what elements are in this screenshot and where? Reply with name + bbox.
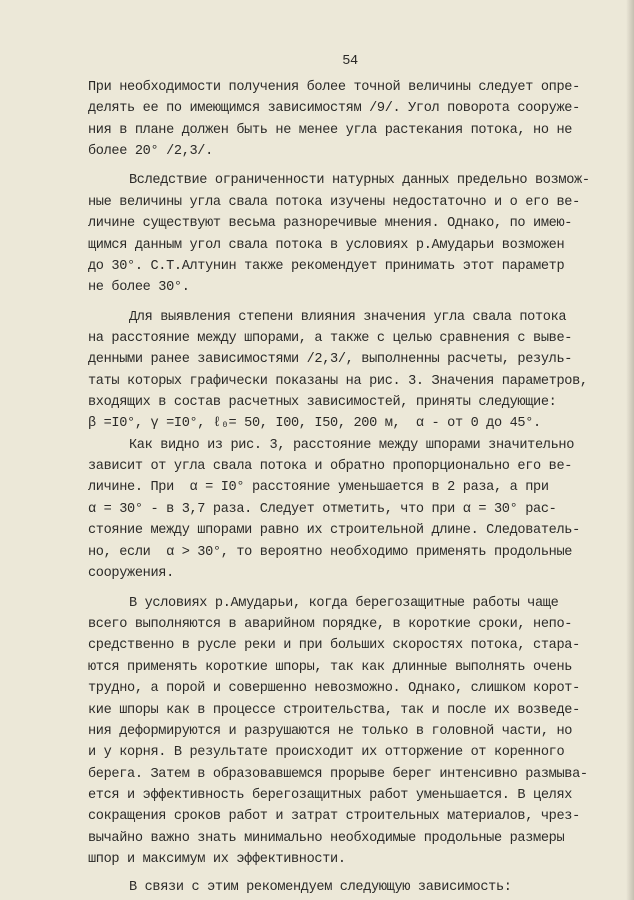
text-line: кие шпоры как в процессе строительства, так и после их возведе- [88,703,580,718]
text-line: α = 30° - в 3,7 раза. Следует отметить, что при α = 30° рас- [88,502,557,517]
text-line: всего выполняются в аварийном порядке, в короткие сроки, непо- [88,617,573,632]
text-line: β =I0°, γ =I0°, ℓ₀= 50, I00, I50, 200 м, α - от 0 до 45°. [88,416,541,431]
page-number: 54 [342,54,358,69]
text-line: берега. Затем в образовавшемся прорыве берег интенсивно размыва- [88,767,588,782]
text-line: Вследствие ограниченности натурных данных предельно возмож- [129,173,590,188]
text-line: ния деформируются и разрушаются не только в головной части, но [88,724,573,739]
text-line: на расстояние между шпорами, а также с целью сравнения с выве- [88,331,573,346]
text-line: сооружения. [88,566,174,581]
text-line: ния в плане должен быть не менее угла растекания потока, но не [88,123,573,138]
text-line: до 30°. С.Т.Алтунин также рекомендует принимать этот параметр [88,259,565,274]
text-line: таты которых графически показаны на рис. 3. Значения параметров, [88,374,588,389]
page-edge-shadow [626,0,634,900]
text-line: личине. При α = I0° расстояние уменьшается в 2 раза, а при [88,480,549,495]
text-line: зависит от угла свала потока и обратно пропорционально его ве- [88,459,573,474]
text-line: ные величины угла свала потока изучены недостаточно и о его ве- [88,195,580,210]
text-line: личине существуют весьма разноречивые мнения. Однако, по имею- [88,216,573,231]
text-line: При необходимости получения более точной величины следует опре- [88,80,580,95]
text-line: денными ранее зависимостями /2,3/, выполненны расчеты, резуль- [88,352,573,367]
text-line: шпор и максимум их эффективности. [88,852,346,867]
text-line: входящих в состав расчетных зависимостей, приняты следующие: [88,395,557,410]
text-line: ются применять короткие шпоры, так как длинные выполнять очень [88,660,573,675]
text-line: но, если α > 30°, то вероятно необходимо применять продольные [88,545,573,560]
text-line: трудно, а порой и совершенно невозможно. Однако, слишком корот- [88,681,580,696]
text-line: средственно в русле реки и при больших скоростях потока, стара- [88,638,580,653]
text-line: щимся данным угол свала потока в условиях р.Амударьи возможен [88,238,565,253]
text-line: Для выявления степени влияния значения угла свала потока [129,310,567,325]
text-line: вычайно важно знать минимально необходимые продольные размеры [88,831,565,846]
text-line: ется и эффективность берегозащитных работ уменьшается. В целях [88,788,573,803]
text-line: сокращения сроков работ и затрат строительных материалов, чрез- [88,809,580,824]
text-line: не более 30°. [88,280,190,295]
text-line: В связи с этим рекомендуем следующую зависимость: [129,880,512,895]
text-line: В условиях р.Амударьи, когда берегозащитные работы чаще [129,596,559,611]
text-line: более 20° /2,3/. [88,144,213,159]
text-line: делять ее по имеющимся зависимостям /9/. Угол поворота сооруже- [88,101,580,116]
text-line: Как видно из рис. 3, расстояние между шпорами значительно [129,438,575,453]
text-line: стояние между шпорами равно их строительной длине. Следователь- [88,523,580,538]
text-line: и у корня. В результате происходит их отторжение от коренного [88,745,565,760]
